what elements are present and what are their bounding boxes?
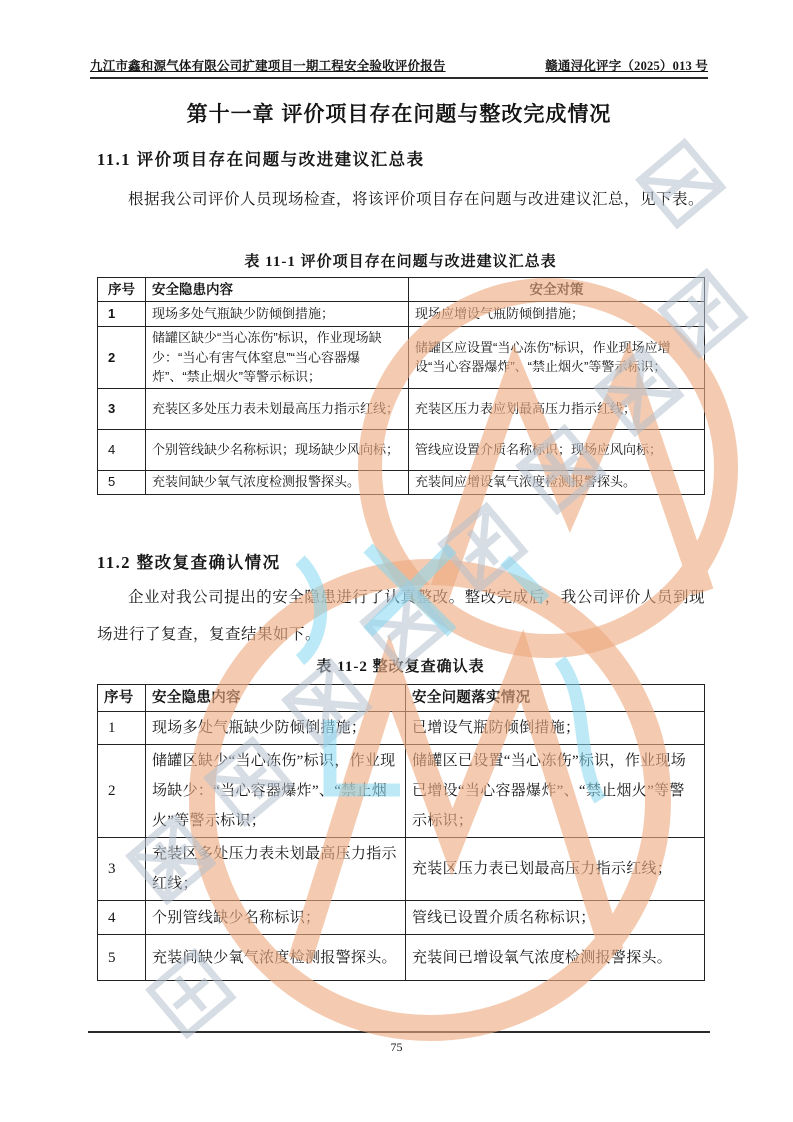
hazard-cell: 个别管线缺少名称标识； [146, 901, 406, 935]
table-11-1-caption: 表 11-1 评价项目存在问题与改进建议汇总表 [244, 254, 557, 270]
column-header-no: 序号 [98, 685, 146, 712]
section-11-2-heading: 11.2 整改复查确认情况 [97, 553, 281, 572]
hazard-cell: 储罐区缺少“当心冻伤”标识，作业现场缺少：“当心有害气体窒息”“当心容器爆炸”、“禁止烟火”等警示标识； [146, 327, 409, 389]
table-header-row [98, 278, 705, 302]
table-row [98, 745, 705, 838]
status-cell: 已增设气瓶防倾倒措施； [406, 712, 705, 745]
row-no: 2 [98, 327, 146, 389]
hazard-cell: 充装区多处压力表未划最高压力指示红线； [146, 838, 406, 901]
action-cell: 管线应设置介质名称标识；现场应风向标； [409, 429, 705, 470]
table-row [98, 712, 705, 745]
column-header-hazard: 安全隐患内容 [146, 278, 409, 302]
action-cell: 现场应增设气瓶防倾倒措施； [409, 302, 705, 327]
action-cell: 充装间应增设氧气浓度检测报警探头。 [409, 470, 705, 494]
table-row [98, 935, 705, 981]
hazard-cell: 现场多处气瓶缺少防倾倒措施； [146, 712, 406, 745]
hazard-cell: 现场多处气瓶缺少防倾倒措施； [146, 302, 409, 327]
hazard-cell: 充装间缺少氧气浓度检测报警探头。 [146, 935, 406, 981]
table-header-row [98, 685, 705, 712]
row-no: 5 [98, 935, 146, 981]
header-report-title: 九江市鑫和源气体有限公司扩建项目一期工程安全验收评价报告 [90, 59, 446, 73]
status-cell: 充装区压力表已划最高压力指示红线； [406, 838, 705, 901]
header-document-number: 赣通浔化评字（2025）013 号 [545, 59, 708, 73]
table-row [98, 470, 705, 494]
row-no: 3 [98, 388, 146, 429]
row-no: 1 [98, 712, 146, 745]
table-row [98, 388, 705, 429]
section-11-2-paragraph: 企业对我公司提出的安全隐患进行了认真整改。整改完成后，我公司评价人员到现场进行了复查，复查结果如下。 [97, 589, 705, 643]
table-11-2 [97, 684, 705, 981]
table-row [98, 838, 705, 901]
row-no: 2 [98, 745, 146, 838]
action-cell: 储罐区应设置“当心冻伤”标识，作业现场应增设“当心容器爆炸”、“禁止烟火”等警示标识； [409, 327, 705, 389]
table-row [98, 429, 705, 470]
table-row [98, 901, 705, 935]
section-11-1-paragraph: 根据我公司评价人员现场检查，将该评价项目存在问题与改进建议汇总，见下表。 [128, 191, 705, 208]
footer-rule [88, 1031, 710, 1033]
hazard-cell: 充装区多处压力表未划最高压力指示红线； [146, 388, 409, 429]
hazard-cell: 充装间缺少氧气浓度检测报警探头。 [146, 470, 409, 494]
status-cell: 管线已设置介质名称标识； [406, 901, 705, 935]
column-header-hazard: 安全隐患内容 [146, 685, 406, 712]
row-no: 1 [98, 302, 146, 327]
column-header-no: 序号 [98, 278, 146, 302]
table-row [98, 302, 705, 327]
chapter-title: 第十一章 评价项目存在问题与整改完成情况 [186, 103, 612, 126]
hazard-cell: 储罐区缺少“当心冻伤”标识，作业现场缺少：“当心容器爆炸”、“禁止烟火”等警示标识； [146, 745, 406, 838]
status-cell: 充装间已增设氧气浓度检测报警探头。 [406, 935, 705, 981]
page-number: 75 [390, 1040, 403, 1054]
hazard-cell: 个别管线缺少名称标识；现场缺少风向标； [146, 429, 409, 470]
section-11-1-heading: 11.1 评价项目存在问题与改进建议汇总表 [97, 150, 425, 169]
column-header-status: 安全问题落实情况 [406, 685, 705, 712]
table-row [98, 327, 705, 389]
page-header [90, 56, 708, 79]
action-cell: 充装区压力表应划最高压力指示红线； [409, 388, 705, 429]
table-11-2-caption: 表 11-2 整改复查确认表 [316, 659, 485, 675]
row-no: 3 [98, 838, 146, 901]
status-cell: 储罐区已设置“当心冻伤”标识，作业现场已增设“当心容器爆炸”、“禁止烟火”等警示标识； [406, 745, 705, 838]
row-no: 5 [98, 470, 146, 494]
row-no: 4 [98, 901, 146, 935]
table-11-1 [97, 277, 705, 495]
row-no: 4 [98, 429, 146, 470]
column-header-action: 安全对策 [409, 278, 705, 302]
